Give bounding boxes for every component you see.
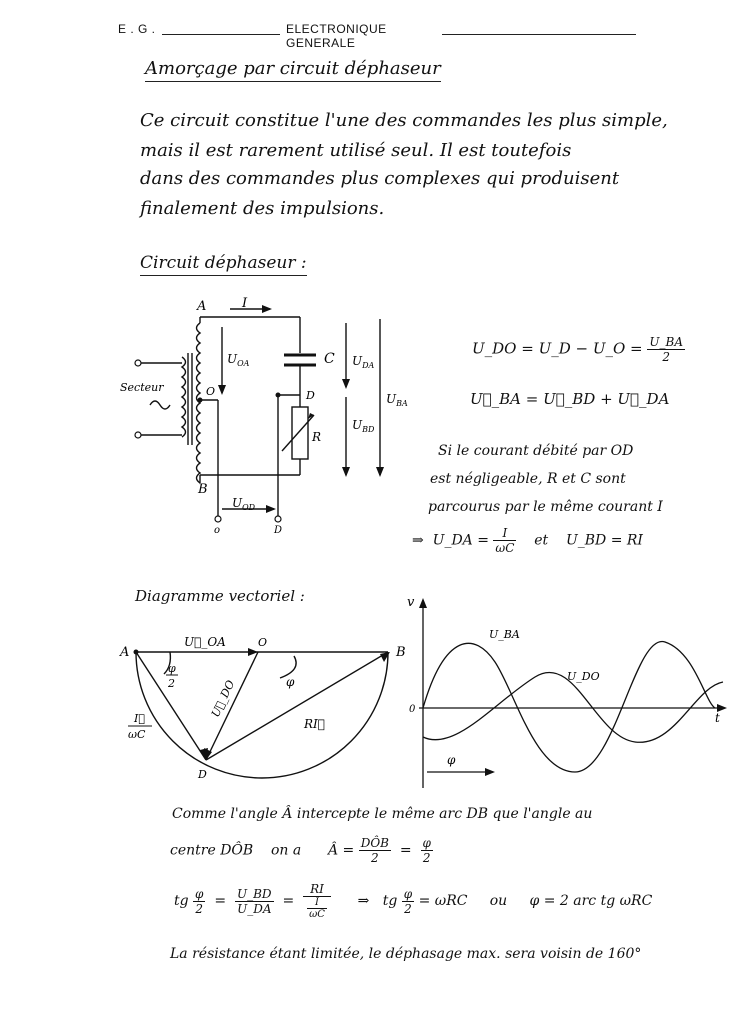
wave-v-label: v xyxy=(407,595,415,610)
header-left: E . G . xyxy=(118,22,156,36)
intro-line-3: dans des commandes plus complexes qui produisent xyxy=(140,168,620,189)
u-ba-label: $U_{BA}$ xyxy=(386,392,408,408)
wave-zero-label: 0 xyxy=(409,704,416,715)
u-od-label: $U_{OD}$ xyxy=(232,496,256,512)
u-oa-label: $U_{OA}$ xyxy=(227,352,250,368)
header-title: ELECTRONIQUE GENERALE xyxy=(286,22,387,50)
vector-o-label: O xyxy=(258,636,268,649)
vector-ri-label: RI⃗ xyxy=(304,717,325,731)
vector-diagram xyxy=(118,630,418,785)
wave-t-label: t xyxy=(715,711,720,725)
arc-sentence-line-2: centre DÔB on a Â = $\frac{\text{DÔB}}{2}$ = $\frac{\varphi}{2}$ xyxy=(170,836,431,865)
vector-phi-label: φ xyxy=(286,675,295,689)
header-rule-left xyxy=(162,34,280,35)
node-a-label: A xyxy=(197,299,207,314)
equation-uda-ubd: ⇒ U_DA = $\frac{I}{\omega C}$ et U_BD = RI xyxy=(412,526,643,555)
waveform-plot xyxy=(405,592,735,792)
equation-uba: U⃗_BA = U⃗_BD + U⃗_DA xyxy=(470,390,670,408)
intro-line-4: finalement des impulsions. xyxy=(140,198,385,219)
tangent-equation: tg $\frac{\varphi}{2}$ = $\frac{U\_BD}{U\_DA}$ = RI I ωC ⇒ tg $\frac{\varphi}{2}$ = ωRC ou φ = 2 arc tg ωRC xyxy=(174,882,653,920)
capacitor-c-label: C xyxy=(324,351,335,367)
terminal-d-label: D xyxy=(274,525,283,535)
vector-a-label: A xyxy=(120,645,130,660)
wave-phi-label: φ xyxy=(447,753,456,767)
terminal-o-label: o xyxy=(214,525,221,535)
conclusion-line: La résistance étant limitée, le déphasage max. sera voisin de 160° xyxy=(170,946,642,962)
node-d-label: D xyxy=(306,389,315,402)
arc-sentence-line-1: Comme l'angle Â intercepte le même arc DB que l'angle au xyxy=(172,806,593,822)
vector-phi2-num: φ xyxy=(168,662,176,675)
vector-uoa-label: U⃗_OA xyxy=(184,635,226,649)
resistor-r-label: R xyxy=(312,430,322,444)
intro-line-1: Ce circuit constitue l'une des commandes les plus simple, xyxy=(140,110,668,131)
subtitle-vector-diagram: Diagramme vectoriel : xyxy=(135,587,305,605)
u-da-label: $U_{DA}$ xyxy=(352,354,375,370)
node-b-label: B xyxy=(198,482,208,497)
header-rule-right xyxy=(442,34,636,35)
equation-udo: U_DO = U_D − U_O = $\frac{U\_BA}{2}$ xyxy=(472,335,684,364)
note-line-1: Si le courant débité par OD xyxy=(438,443,634,459)
vector-d-label: D xyxy=(198,768,207,781)
vector-iwc-den: ωC xyxy=(128,728,146,741)
intro-line-2: mais il est rarement utilisé seul. Il est toutefois xyxy=(140,140,572,161)
vector-iwc-num: I⃗ xyxy=(134,712,145,725)
secteur-label: Secteur xyxy=(120,381,164,394)
vector-phi2-den: 2 xyxy=(168,677,175,690)
wave-uba-label: U_BA xyxy=(489,628,520,641)
current-i-label: I xyxy=(242,296,248,311)
note-line-2: est négligeable, R et C sont xyxy=(430,471,626,487)
note-line-3: parcourus par le même courant I xyxy=(428,499,663,515)
vector-udo-label: U⃗_DO xyxy=(208,678,238,720)
phase-shift-circuit xyxy=(110,295,420,535)
page-header xyxy=(118,22,387,50)
vector-b-label: B xyxy=(396,645,406,660)
section-title: Amorçage par circuit déphaseur xyxy=(145,58,441,82)
node-o-label: O xyxy=(206,385,216,398)
wave-udo-label: U_DO xyxy=(567,670,600,683)
subtitle-circuit: Circuit déphaseur : xyxy=(140,253,307,276)
u-bd-label: $U_{BD}$ xyxy=(352,418,375,434)
